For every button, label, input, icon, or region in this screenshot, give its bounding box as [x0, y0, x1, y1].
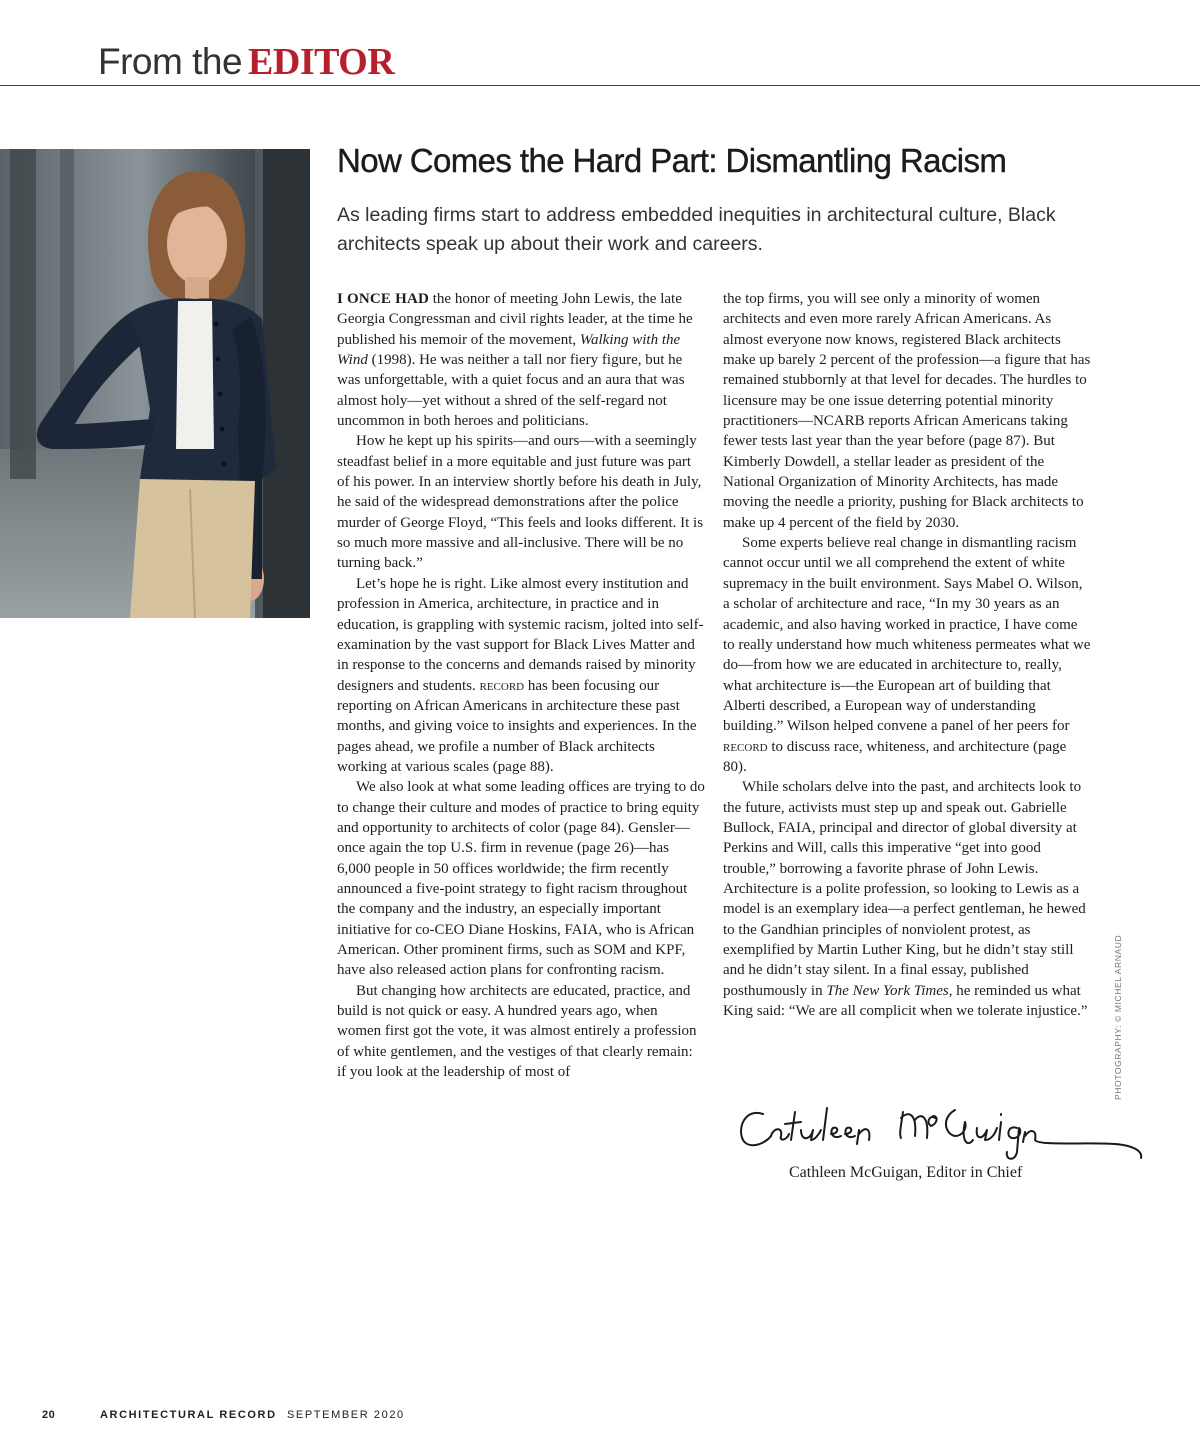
article-headline: Now Comes the Hard Part: Dismantling Racism	[337, 142, 1007, 179]
editor-portrait-photo	[0, 149, 310, 618]
paragraph-6-text-b: to discuss race, whiteness, and architecture (page 80).	[723, 738, 1067, 775]
paragraph-4: We also look at what some leading offices are trying to do to change their culture and modes of practice to bring equity and opportunity to architects of color (page 84). Gensler—once again the top U.S. firm in revenue (page 26)—has 6,000 people in 50 offices worldwide; the firm recently announced a five-point strategy to fight racism throughout the company and the industry, an especially important initiative for co-CEO Diane Hoskins, FAIA, who is African American. Other prominent firms, such as SOM and KPF, have also released action plans for confronting racism.	[337, 779, 705, 979]
paragraph-7-text-a: While scholars delve into the past, and architects look to the future, activists must step up and speak out. Gabrielle Bullock, FAIA, principal and director of global diversity at Perkins and Will, calls this imperative “get into good trouble,” borrowing a favorite phrase of John Lewis. Architecture is a polite profession, so looking to Lewis as a model is an exemplary idea—a perfect gentleman, he hewed to the Gandhian principles of nonviolent protest, as exemplified by Martin Luther King, but he didn’t stay still and he didn’t stay silent. In a final essay, published posthumously in	[723, 779, 1086, 999]
editor-signature	[735, 1100, 1155, 1166]
paragraph-3-text-a: Let’s hope he is right. Like almost every institution and profession in America, architecture, in practice and in education, is grappling with systemic racism, jolted into self-examination by the vast support for Black Lives Matter and in response to the concerns and demands raised by minority designers and students.	[337, 575, 704, 694]
issue-date: SEPTEMBER 2020	[287, 1409, 405, 1421]
book-title: Walking with the Wind	[337, 331, 681, 369]
article-dek: As leading firms start to address embedded inequities in architectural culture, Black architects speak up about their work and careers.	[337, 204, 1056, 255]
photo-credit	[1113, 934, 1127, 1100]
masthead-accent: EDITOR	[248, 41, 395, 83]
paragraph-1-text-a: the honor of meeting John Lewis, the late Georgia Congressman and civil rights leader, at the time he published his memoir of the movement,	[337, 291, 693, 348]
paragraph-5-start: But changing how architects are educated, practice, and build is not quick or easy. A hundred years ago, when women first got the vote, it was almost entirely a profession of white gentlemen, and the vestiges of that clearly remain: if you look at the leadership of most of	[337, 982, 697, 1081]
record-small-caps: record	[723, 738, 768, 755]
article-column-left	[337, 289, 705, 1082]
record-small-caps: record	[479, 677, 525, 694]
paragraph-6-text-a: Some experts believe real change in dismantling racism cannot occur until we all comprehend the extent of white supremacy in the built environment. Says Mabel O. Wilson, a scholar of architecture and race, “In my 30 years as an academic, and also having worked in practice, I have come to really understand how much whiteness permeates what we do—from how we are educated in architecture to, really, what architecture is—the European art of building that Alberti described, a European way of understanding building.” Wilson helped convene a panel of her peers for	[723, 535, 1091, 735]
paragraph-5-continued: the top firms, you will see only a minority of women architects and even more rarely African Americans. As almost everyone now knows, registered Black architects make up barely 2 percent of the profession—a figure that has remained stubbornly at that level for decades. The hurdles to licensure may be one issue deterring potential minority practitioners—NCARB reports African Americans taking fewer tests last year than the year before (page 87). But Kimberly Dowdell, a stellar leader as president of the National Organization of Minority Architects, has made moving the needle a priority, pushing for Black architects to make up 4 percent of the field by 2030.	[723, 291, 1091, 531]
article-column-right	[723, 289, 1091, 1021]
page-number: 20	[42, 1409, 56, 1421]
drop-in-caps: I ONCE HAD	[337, 291, 430, 307]
photo-credit-text: PHOTOGRAPHY: © MICHEL ARNAUD	[1113, 934, 1123, 1100]
publication-name: ARCHITECTURAL RECORD	[100, 1409, 277, 1421]
paragraph-6	[723, 533, 1091, 777]
paragraph-1-text-b: (1998). He was neither a tall nor fiery figure, but he was unforgettable, with a quiet focus and an aura that was almost holy—yet without a shred of the self-regard not uncommon in both heroes and politicians.	[337, 352, 685, 430]
paragraph-1	[337, 289, 705, 431]
header-rule	[0, 85, 1200, 86]
signature-caption: Cathleen McGuigan, Editor in Chief	[789, 1164, 1023, 1181]
section-masthead	[98, 40, 394, 86]
paragraph-7-text-b: , he reminded us what King said: “We are all complicit when we tolerate injustice.”	[723, 982, 1088, 1020]
masthead-lead: From the	[98, 41, 243, 82]
paragraph-7	[723, 777, 1091, 1021]
paragraph-2: How he kept up his spirits—and ours—with a seemingly steadfast belief in a more equitable and just future was part of his power. In an interview shortly before his death in July, he said of the widespread demonstrations after the police murder of George Floyd, “This feels and looks different. It is so much more massive and all-inclusive. There will be no turning back.”	[337, 433, 704, 572]
paragraph-3-text-b: has been focusing our reporting on African Americans in architecture these past months, and giving voice to insights and experiences. In the pages ahead, we profile a number of Black architects working at various scales (page 88).	[337, 677, 697, 775]
newspaper-title: The New York Times	[826, 982, 949, 999]
paragraph-3	[337, 574, 705, 777]
